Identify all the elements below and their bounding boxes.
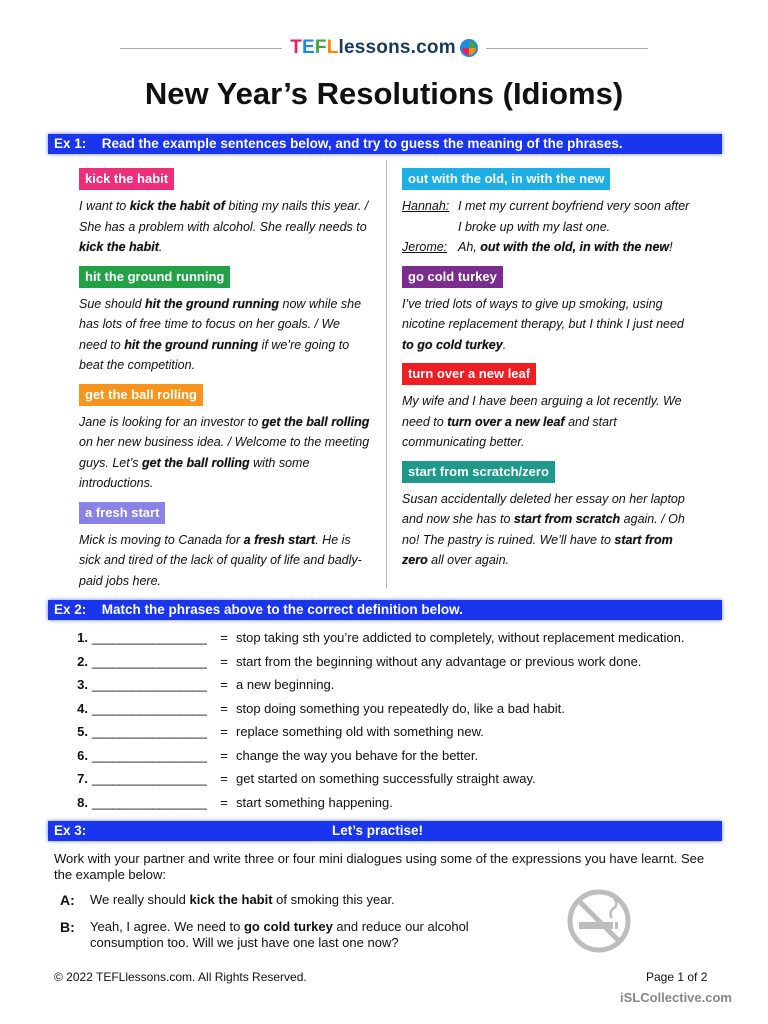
example-sentence — [79, 412, 371, 494]
equals-sign: = — [220, 747, 228, 763]
answer-blank[interactable]: _________________ — [92, 794, 207, 810]
definition-text: start something happening. — [236, 794, 393, 810]
definition-text: get started on something successfully straight away. — [236, 771, 536, 787]
speaker-b: B: — [60, 919, 75, 935]
answer-blank[interactable]: _________________ — [92, 630, 207, 646]
ex2-instruction: Match the phrases above to the correct definition below. — [101, 602, 463, 617]
dialogue-line — [402, 237, 692, 258]
sentence-text: I’ve tried lots of ways to give up smoking, using nicotine replacement therapy, but I think I just need — [402, 296, 684, 331]
example-dialogue-b — [60, 919, 500, 951]
answer-blank[interactable]: _________________ — [92, 747, 207, 763]
sentence-text: biting my nails this year. / She has a problem with alcohol. She really needs to — [79, 199, 369, 234]
equals-sign: = — [220, 771, 228, 787]
idiom-tag: kick the habit — [79, 168, 174, 190]
idiom-tag: hit the ground running — [79, 266, 230, 288]
page-title: New Year’s Resolutions (Idioms) — [144, 76, 624, 111]
dialogue-line — [402, 196, 692, 237]
sentence-text: . — [502, 337, 507, 352]
definition-text: change the way you behave for the better. — [236, 747, 479, 763]
sentence-text: . He is sick and tired of the lack of quality of life and badly-paid jobs here. — [79, 532, 362, 588]
ex1-instruction: Read the example sentences below, and try to guess the meaning of the phrases. — [101, 136, 623, 151]
sentence-text: Susan accidentally deleted her essay on her laptop and now she has to — [402, 491, 685, 526]
no-smoking-icon — [566, 888, 632, 954]
definition-text: stop taking sth you’re addicted to completely, without replacement medication. — [236, 630, 685, 646]
idiom-entry — [79, 380, 371, 494]
item-number: 4. — [77, 700, 88, 716]
matching-row — [68, 626, 748, 650]
idiom-highlight: get the ball rolling — [261, 414, 370, 429]
equals-sign: = — [220, 700, 228, 716]
idiom-entry — [79, 498, 371, 592]
item-number: 7. — [77, 771, 88, 787]
sentence-text: . — [158, 240, 163, 254]
answer-blank[interactable]: _________________ — [92, 677, 207, 693]
idiom-tag: get the ball rolling — [79, 384, 203, 406]
item-number: 1. — [77, 630, 88, 646]
matching-row — [68, 720, 748, 744]
sentence-text: Sue should — [79, 296, 146, 311]
matching-row — [68, 767, 748, 791]
equals-sign: = — [220, 630, 228, 646]
idiom-tag: start from scratch/zero — [402, 461, 555, 483]
sentence-text: I want to — [79, 199, 130, 213]
example-sentence — [402, 391, 692, 453]
idiom-highlight: turn over a new leaf — [447, 414, 565, 429]
example-sentence — [79, 196, 371, 258]
idiom-highlight: start from zero — [402, 532, 673, 567]
idioms-left-column — [79, 164, 371, 595]
definition-text: a new beginning. — [236, 677, 335, 693]
idiom-entry — [402, 359, 692, 453]
example-sentence — [79, 294, 371, 376]
sentence-text: now while she has lots of free time to focus on her goals. / We need to — [79, 296, 362, 352]
example-sentence — [79, 530, 371, 592]
idiom-tag: go cold turkey — [402, 266, 503, 288]
idiom-highlight: to go cold turkey — [402, 337, 503, 352]
column-divider — [386, 160, 387, 588]
idiom-highlight: kick the habit — [79, 240, 159, 254]
dialogue-text: Ah, out with the old, in with the new! — [458, 240, 673, 254]
brand-header — [120, 36, 648, 60]
example-sentence — [402, 294, 692, 356]
matching-row — [68, 697, 748, 721]
ex2-label: Ex 2: — [54, 602, 87, 617]
sentence-text: again. / Oh no! The pastry is ruined. We’ll have to — [402, 512, 685, 547]
copyright: © 2022 TEFLlessons.com. All Rights Reserved. — [54, 970, 307, 984]
item-number: 2. — [77, 653, 88, 669]
idiom-entry — [402, 262, 692, 356]
matching-row — [68, 744, 748, 768]
idiom-highlight: hit the ground running — [145, 296, 280, 311]
idiom-highlight: hit the ground running — [124, 337, 259, 352]
ex1-bar — [48, 134, 722, 154]
equals-sign: = — [220, 677, 228, 693]
answer-blank[interactable]: _________________ — [92, 724, 207, 740]
idiom-tag: a fresh start — [79, 502, 165, 524]
idiom-entry — [79, 262, 371, 376]
idiom-entry — [402, 164, 692, 258]
idiom-entry — [402, 457, 692, 571]
ex3-intro: Work with your partner and write three or four mini dialogues using some of the expressions you have learnt. See the example below: — [54, 851, 705, 882]
sentence-text: My wife and I have been arguing a lot recently. We need to — [402, 394, 682, 429]
matching-list — [68, 626, 748, 814]
item-number: 6. — [77, 747, 88, 763]
idiom-tag: out with the old, in with the new — [402, 168, 610, 190]
line-a: We really should kick the habit of smoking this year. — [90, 892, 395, 907]
sentence-text: with some introductions. — [79, 455, 310, 490]
idiom-highlight: kick the habit of — [129, 199, 225, 213]
definition-text: stop doing something you repeatedly do, like a bad habit. — [236, 700, 565, 716]
page-number: Page 1 of 2 — [646, 970, 708, 984]
definition-text: replace something old with something new. — [236, 724, 484, 740]
ex3-label: Ex 3: — [54, 823, 87, 838]
item-number: 5. — [77, 724, 88, 740]
answer-blank[interactable]: _________________ — [92, 653, 207, 669]
sentence-text: Mick is moving to Canada for — [79, 532, 244, 547]
idiom-highlight: get the ball rolling — [142, 455, 250, 470]
line-b: Yeah, I agree. We need to go cold turkey and reduce our alcohol consumption too. Will we just have one last one now? — [90, 919, 469, 950]
item-number: 8. — [77, 794, 88, 810]
sentence-text: Jane is looking for an investor to — [79, 414, 262, 429]
matching-row — [68, 673, 748, 697]
header-rule-right — [486, 48, 648, 49]
dialogue-text: I met my current boyfriend very soon after I broke up with my last one. — [458, 199, 690, 234]
answer-blank[interactable]: _________________ — [92, 771, 207, 787]
ex1-label: Ex 1: — [54, 136, 87, 151]
sentence-text: and start communicating better. — [402, 414, 617, 449]
speaker-a: A: — [60, 892, 75, 908]
globe-icon — [460, 39, 478, 57]
brand-logo: TEFLlessons.com — [282, 37, 486, 59]
answer-blank[interactable]: _________________ — [92, 700, 207, 716]
idiom-highlight: a fresh start — [243, 532, 316, 547]
sentence-text: if we’re going to beat the competition. — [79, 337, 350, 372]
ex3-heading: Let’s practise! — [332, 823, 424, 838]
idioms-right-list — [402, 262, 692, 571]
matching-row — [68, 791, 748, 815]
speaker-name: Jerome: — [402, 240, 448, 254]
sentence-text: on her new business idea. / Welcome to the meeting guys. Let’s — [79, 435, 370, 470]
sentence-text: all over again. — [427, 553, 510, 567]
ex3-bar — [48, 821, 722, 841]
item-number: 3. — [77, 677, 88, 693]
idiom-entry — [79, 164, 371, 258]
idioms-right-column — [402, 164, 692, 575]
equals-sign: = — [220, 794, 228, 810]
header-rule-left — [120, 48, 282, 49]
matching-row — [68, 650, 748, 674]
idiom-tag: turn over a new leaf — [402, 363, 536, 385]
example-dialogue-a — [60, 892, 500, 908]
watermark: iSLCollective.com — [620, 990, 732, 1005]
ex2-bar — [48, 600, 722, 620]
speaker-name: Hannah: — [402, 199, 450, 213]
equals-sign: = — [220, 653, 228, 669]
equals-sign: = — [220, 724, 228, 740]
definition-text: start from the beginning without any advantage or previous work done. — [236, 653, 642, 669]
example-sentence — [402, 489, 692, 571]
idiom-highlight: start from scratch — [513, 512, 621, 526]
